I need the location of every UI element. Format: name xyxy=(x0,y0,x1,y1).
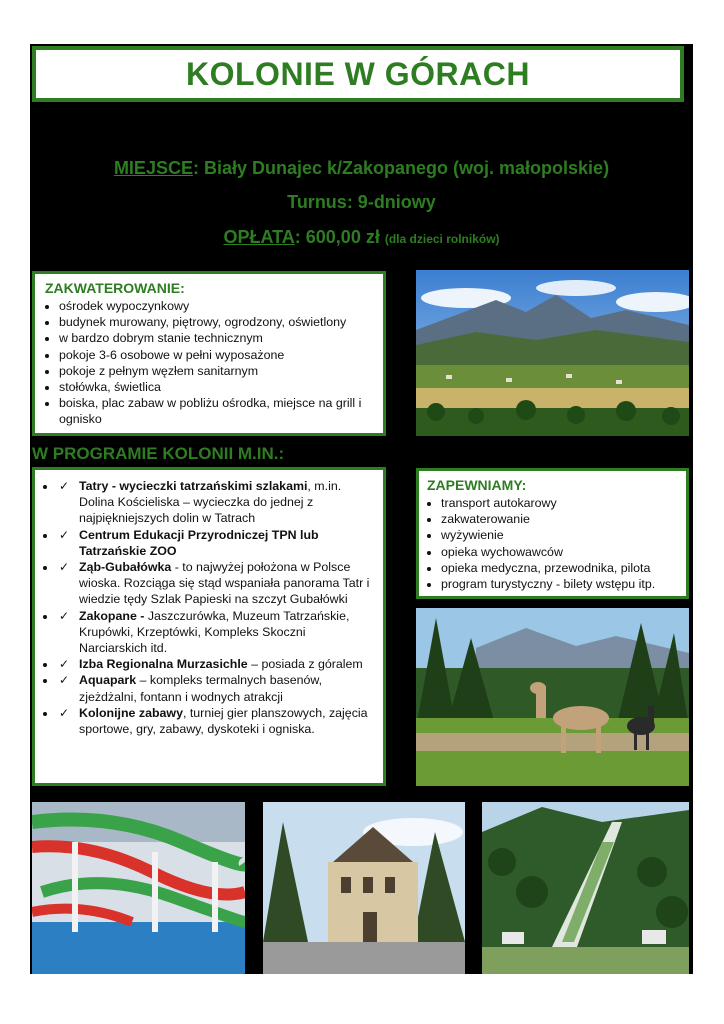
list-item: • program turystyczny - bilety wstępu itp. xyxy=(441,576,680,592)
fee-label: OPŁATA xyxy=(223,227,295,247)
fee-line xyxy=(30,227,693,248)
accommodation-heading: ZAKWATEROWANIE: xyxy=(45,280,185,296)
list-item: • wyżywienie xyxy=(441,527,680,543)
list-item: • stołówka, świetlica xyxy=(59,379,375,395)
check-icon: • ✓ xyxy=(59,673,70,688)
fee-value: : 600,00 zł xyxy=(294,227,380,247)
check-icon: • ✓ xyxy=(59,657,70,672)
check-icon: • ✓ xyxy=(59,705,70,720)
list-item: • budynek murowany, piętrowy, ogrodzony, oświetlony xyxy=(59,314,375,330)
provide-box xyxy=(416,468,689,599)
list-item: • boiska, plac zabaw w pobliżu ośrodka, miejsce na grill i ognisko xyxy=(59,395,375,427)
fee-note: (dla dzieci rolników) xyxy=(384,232,500,246)
aquapark-photo xyxy=(32,802,245,974)
list-item: • ✓ Centrum Edukacji Przyrodniczej TPN lub Tatrzańskie ZOO xyxy=(57,527,377,559)
title-box xyxy=(32,46,684,102)
list-item: • ✓ Izba Regionalna Murzasichle – posiada z góralem xyxy=(57,656,377,672)
list-item: • ✓ Kolonijne zabawy, turniej gier planszowych, zajęcia sportowe, gry, zabawy, dyskoteki i ogniska. xyxy=(57,705,377,737)
list-item: • transport autokarowy xyxy=(441,495,680,511)
list-item: • opieka wychowawców xyxy=(441,544,680,560)
tatra-panorama-photo xyxy=(416,270,689,436)
list-item: • pokoje z pełnym węzłem sanitarnym xyxy=(59,363,375,379)
list-item: • pokoje 3-6 osobowe w pełni wyposażone xyxy=(59,347,375,363)
list-item: • zakwaterowanie xyxy=(441,511,680,527)
provide-list xyxy=(427,495,680,592)
program-list xyxy=(43,478,377,737)
check-icon: • ✓ xyxy=(59,560,70,575)
list-item: • opieka medyczna, przewodnika, pilota xyxy=(441,560,680,576)
ski-jump-photo xyxy=(482,802,689,974)
list-item: • ✓ Aquapark – kompleks termalnych basenów, zjeżdżalni, fontann i wodnych atrakcji xyxy=(57,672,377,704)
place-line xyxy=(30,158,693,179)
program-box xyxy=(32,467,386,786)
accommodation-list xyxy=(45,298,375,428)
alpaca-photo xyxy=(416,608,689,786)
program-heading: W PROGRAMIE KOLONII M.IN.: xyxy=(32,444,285,463)
museum-photo xyxy=(263,802,465,974)
place-label: MIEJSCE xyxy=(113,158,193,178)
page-title: KOLONIE W GÓRACH xyxy=(186,55,530,92)
list-item: • ✓ Ząb-Gubałówka - to najwyżej położona w Polsce wioska. Rozciąga się stąd wspaniała panorama Tatr i wiedzie tędy Szlak Papieski na szczyt Gubałówki xyxy=(57,559,377,608)
check-icon: • ✓ xyxy=(59,608,70,623)
turnus-line: Turnus: 9-dniowy xyxy=(287,192,436,212)
check-icon: • ✓ xyxy=(59,527,70,542)
place-value: : Biały Dunajec k/Zakopanego (woj. małopolskie) xyxy=(192,158,610,178)
list-item: • ośrodek wypoczynkowy xyxy=(59,298,375,314)
check-icon: • ✓ xyxy=(59,479,70,493)
list-item: • w bardzo dobrym stanie technicznym xyxy=(59,330,375,346)
list-item: • ✓ Tatry - wycieczki tatrzańskimi szlakami, m.in. Dolina Kościeliska – wycieczka do jednej z najpiękniejszych dolin w Tatrach xyxy=(57,478,377,527)
list-item: • ✓ Zakopane - Jaszczurówka, Muzeum Tatrzańskie, Krupówki, Krzeptówki, Kompleks Skoczni Narciarskich itd. xyxy=(57,608,377,657)
poster xyxy=(30,44,693,974)
accommodation-box xyxy=(32,271,386,436)
provide-heading: ZAPEWNIAMY: xyxy=(427,477,527,493)
